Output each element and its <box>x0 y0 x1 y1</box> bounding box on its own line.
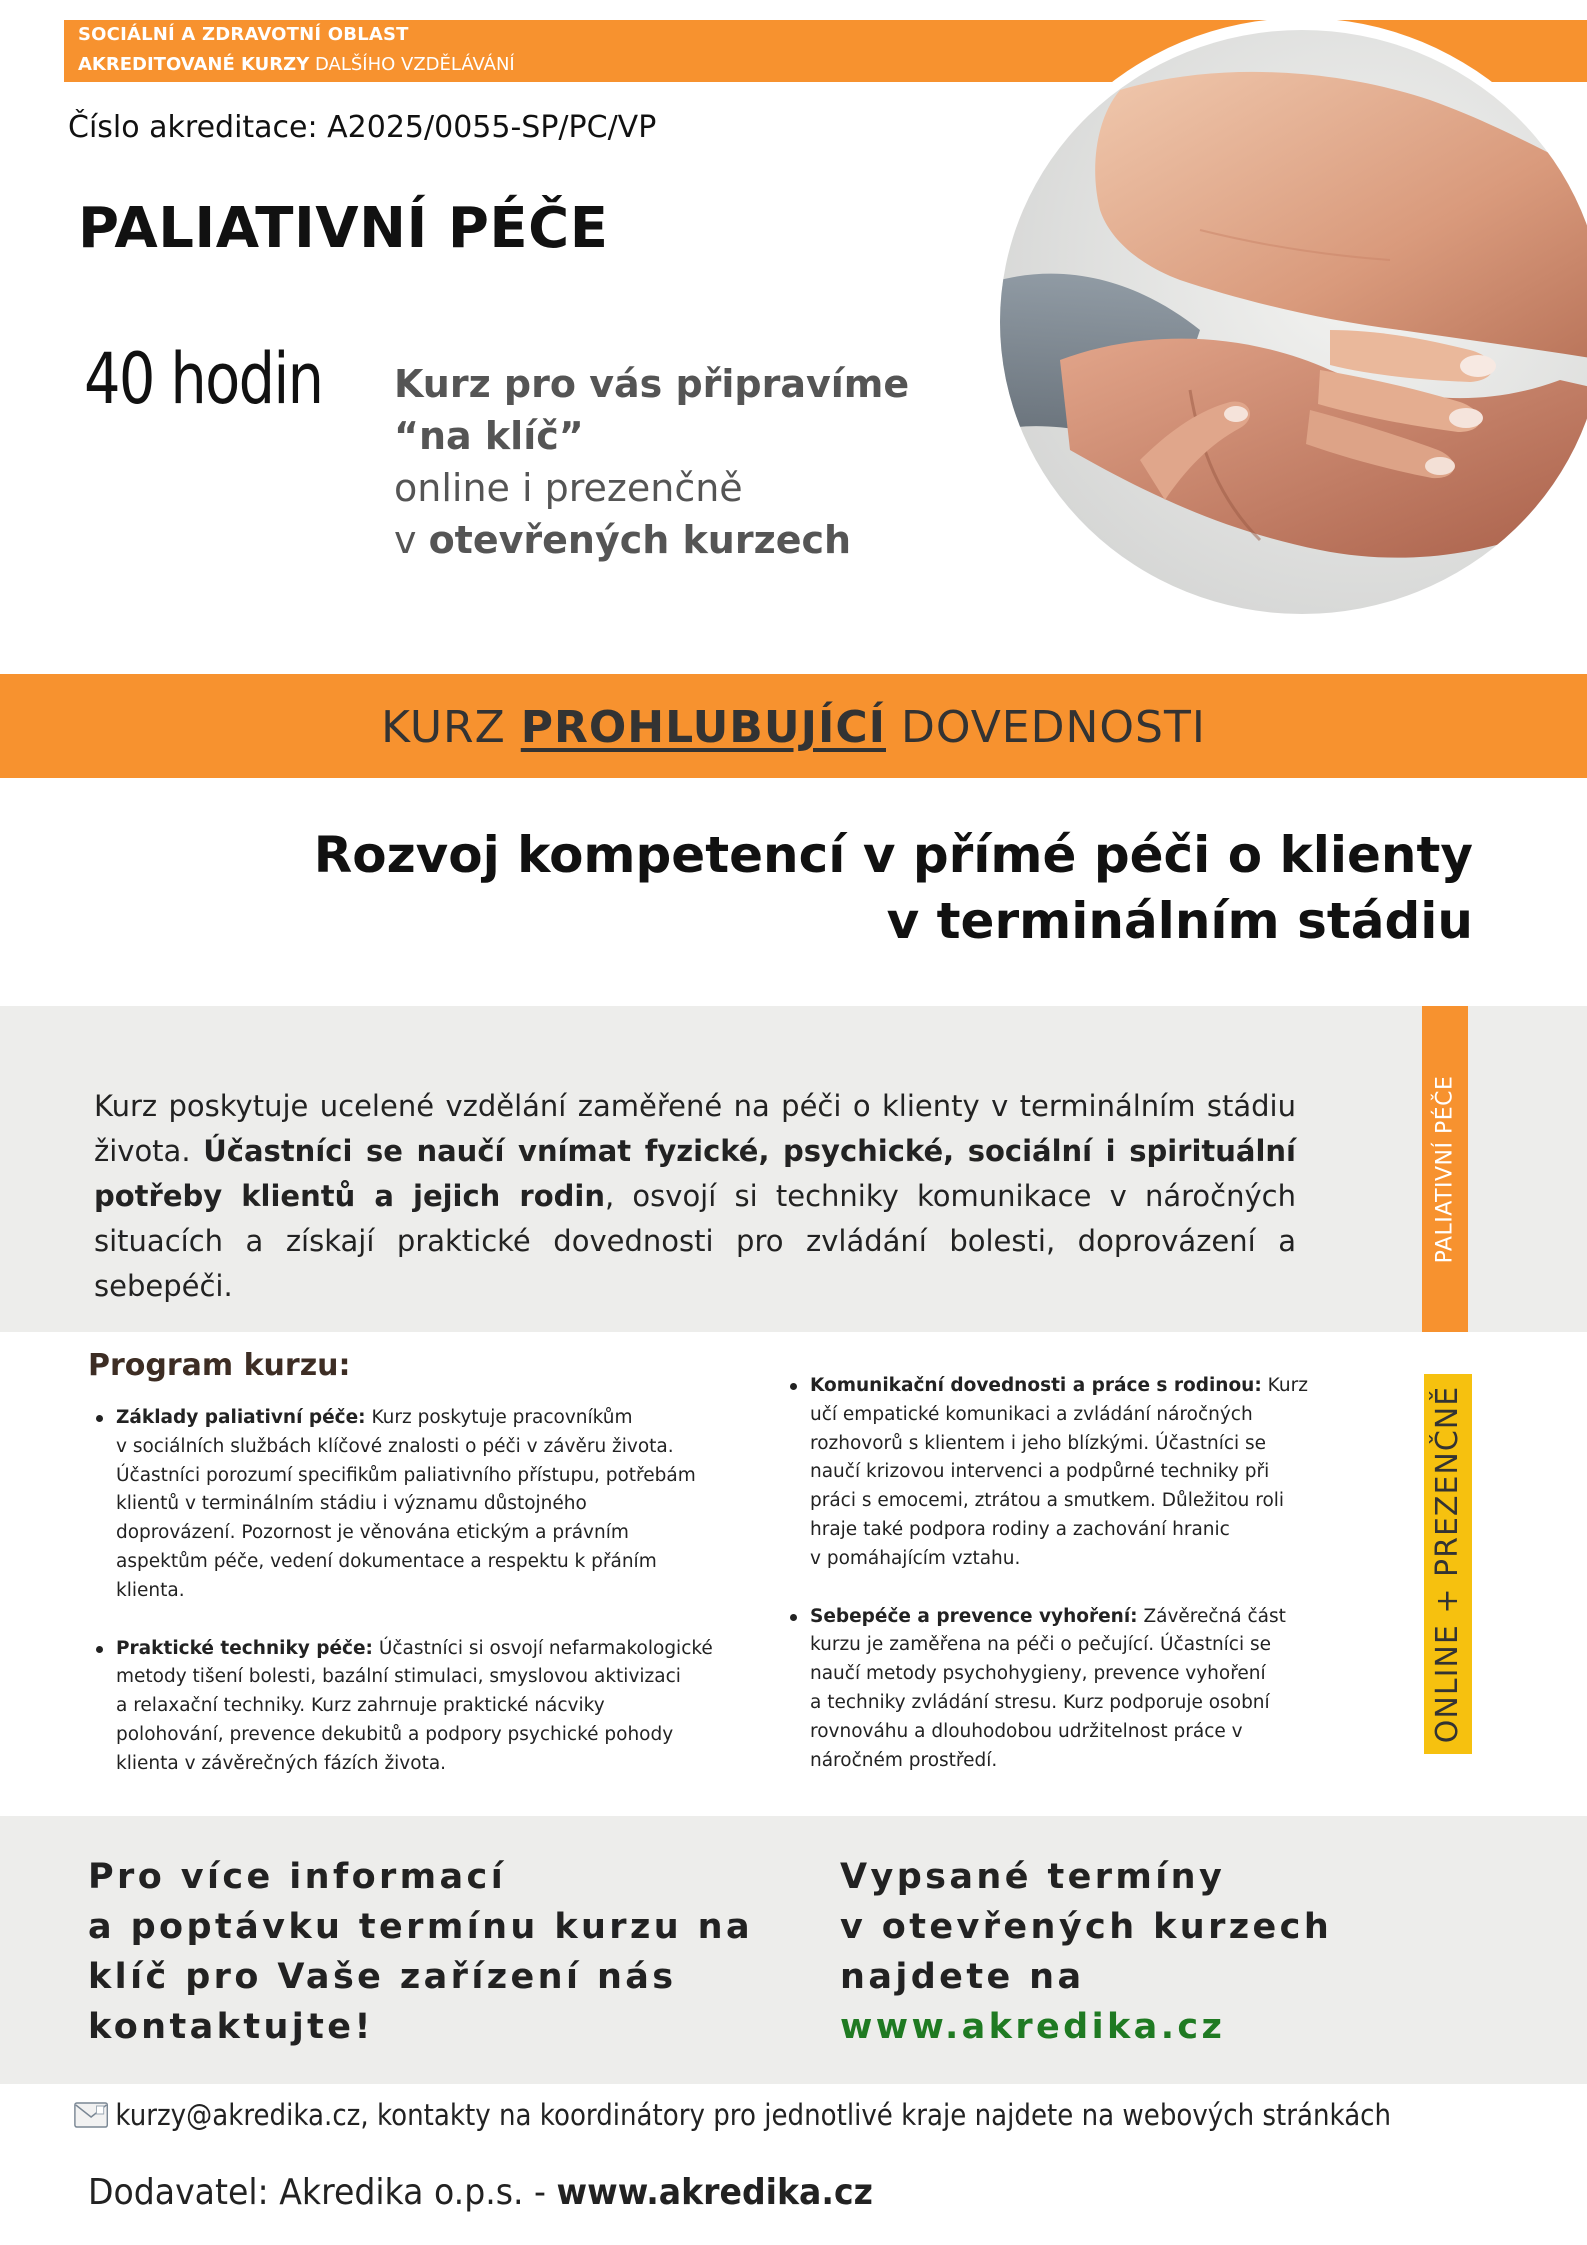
intro-part-1: Kurz poskytuje ucelené vzdělání zaměřené na péči o klienty v terminálním stádiu života. <box>94 1089 1296 1168</box>
program-item-line <box>810 1458 1286 1487</box>
program-item-line <box>116 1519 712 1548</box>
program-list-right <box>786 1372 1308 1775</box>
program-item-text: rovnováhu a dlouhodobou udržitelnost práce v <box>810 1720 1243 1742</box>
program-item-heading: Sebepéče a prevence vyhoření: <box>810 1605 1138 1627</box>
program-title: Program kurzu: <box>88 1348 351 1383</box>
program-item-text: naučí metody psychohygieny, prevence vyhoření <box>810 1663 1266 1685</box>
program-item-text: klienta. <box>116 1579 185 1601</box>
hands-photo <box>1000 30 1587 614</box>
program-item-line <box>810 1401 1286 1430</box>
program-item-line <box>116 1692 712 1721</box>
program-item-line <box>810 1430 1286 1459</box>
header-line-1: SOCIÁLNÍ A ZDRAVOTNÍ OBLAST <box>78 24 409 45</box>
program-item-text: Účastníci si osvojí nefarmakologické <box>372 1637 713 1659</box>
program-item-heading: Praktické techniky péče: <box>116 1637 373 1659</box>
turnkey-line-4 <box>394 514 954 566</box>
envelope-icon <box>74 2102 108 2128</box>
page-title: PALIATIVNÍ PÉČE <box>78 196 609 261</box>
header-line-2 <box>78 54 515 75</box>
program-item-text: a techniky zvládání stresu. Kurz podporuje osobní <box>810 1691 1270 1713</box>
program-item-text: v pomáhajícím vztahu. <box>810 1547 1021 1569</box>
program-item-text: kurzu je zaměřena na péči o pečující. Účastníci se <box>810 1634 1272 1656</box>
email-text[interactable]: kurzy@akredika.cz, kontakty na koordinátory pro jednotlivé kraje najdete na webových stránkách <box>115 2098 1392 2132</box>
program-item-text: učí empatické komunikaci a zvládání náročných <box>810 1403 1253 1425</box>
program-item-text: rozhovorů s klientem i jeho blízkými. Účastníci se <box>810 1432 1267 1454</box>
program-item-heading: Základy paliativní péče: <box>116 1407 366 1428</box>
course-type-post: DOVEDNOSTI <box>885 702 1206 753</box>
intro-part-2: , osvojí si techniky komunikace v náročných situacích a získají praktické dovednosti pro zvládání bolesti, doprovázení a sebepéči. <box>94 1179 1296 1303</box>
side-tab-palliative <box>1422 1006 1468 1332</box>
program-item-text: doprovázení. Pozornost je věnována etickým a právním <box>116 1522 629 1544</box>
turnkey-info <box>394 358 954 566</box>
program-item-text: Účastníci porozumí specifikům paliativního přístupu, potřebám <box>116 1464 696 1486</box>
hands-illustration <box>1000 30 1587 614</box>
program-item-text: Kurz poskytuje pracovníkům <box>365 1407 633 1428</box>
supplier-url[interactable]: www.akredika.cz <box>556 2172 873 2213</box>
intro-text <box>94 1084 1296 1309</box>
intro-bold: Účastníci se naučí vnímat fyzické, psychické, sociální i spirituální potřeby klientů a jejich rodin <box>94 1134 1296 1213</box>
program-item-line <box>116 1404 712 1433</box>
program-item-text: aspektům péče, vedení dokumentace a respektu k přáním <box>116 1550 657 1572</box>
program-item-line <box>116 1635 712 1664</box>
supplier-line <box>88 2172 873 2213</box>
subtitle-line-1: Rozvoj kompetencí v přímé péči o klienty <box>313 826 1473 884</box>
program-item-text: Závěrečná část <box>1137 1605 1286 1627</box>
side-tab-online <box>1424 1374 1472 1754</box>
program-item-text: v sociálních službách klíčové znalosti o péči v závěru života. <box>116 1435 674 1457</box>
program-item-text: naučí krizovou intervenci a podpůrné techniky při <box>810 1461 1270 1483</box>
program-item-line <box>116 1721 712 1750</box>
program-column-left <box>92 1404 712 1779</box>
program-item-text: práci s emocemi, ztrátou a smutkem. Důležitou roli <box>810 1490 1285 1512</box>
program-item-line <box>810 1660 1286 1689</box>
program-column-right <box>786 1372 1308 1775</box>
program-item-line <box>116 1750 712 1779</box>
contact-info <box>88 1852 753 2052</box>
turnkey-line-3: online i prezenčně <box>394 466 743 510</box>
program-item-line <box>810 1372 1308 1401</box>
program-item-line <box>810 1631 1286 1660</box>
contact-right-line: Vypsané termíny <box>840 1857 1226 1897</box>
turnkey-line-4-pre: v <box>394 518 429 562</box>
program-item <box>92 1635 712 1779</box>
program-list-left <box>92 1404 712 1779</box>
turnkey-line-1: Kurz pro vás připravíme <box>394 362 910 406</box>
open-courses-info <box>840 1852 1332 2052</box>
program-item-line <box>810 1545 1286 1574</box>
program-item-text: Kurz <box>1261 1375 1308 1396</box>
side-tab-palliative-label: PALIATIVNÍ PÉČE <box>1432 1075 1458 1263</box>
course-type-band <box>0 674 1587 778</box>
program-item-line <box>810 1516 1286 1545</box>
program-item-line <box>116 1433 712 1462</box>
program-item-line <box>810 1718 1286 1747</box>
program-item-line <box>116 1663 712 1692</box>
course-type-bold: PROHLUBUJÍCÍ <box>520 702 886 753</box>
program-item-line <box>810 1747 1286 1776</box>
contact-left-line: a poptávku termínu kurzu na <box>88 1907 753 1947</box>
accreditation-number: Číslo akreditace: A2025/0055-SP/PC/VP <box>68 110 657 145</box>
turnkey-line-4-bold: otevřených kurzech <box>428 518 852 562</box>
side-tab-online-label: ONLINE + PREZENČNĚ <box>1430 1385 1466 1743</box>
program-item-line <box>116 1490 712 1519</box>
header-line-2-bold: AKREDITOVANÉ KURZY <box>78 54 310 75</box>
program-item <box>786 1372 1308 1574</box>
program-item <box>786 1603 1286 1776</box>
program-item-text: a relaxační techniky. Kurz zahrnuje praktické nácviky <box>116 1695 605 1717</box>
contact-left-line: Pro více informací <box>88 1857 507 1897</box>
program-item-text: polohování, prevence dekubitů a podpory psychické pohody <box>116 1723 674 1745</box>
course-type-pre: KURZ <box>381 702 521 753</box>
turnkey-line-2: “na klíč” <box>394 414 584 458</box>
program-item-line <box>810 1487 1286 1516</box>
supplier-pre: Dodavatel: Akredika o.p.s. - <box>88 2172 557 2213</box>
course-type-text <box>0 702 1587 753</box>
subtitle-line-2: v terminálním stádiu <box>886 892 1473 950</box>
contact-right-line: najdete na <box>840 1957 1085 1997</box>
program-item-text: klientů v terminálním stádiu i významu důstojného <box>116 1493 587 1515</box>
program-item-heading: Komunikační dovednosti a práce s rodinou: <box>810 1375 1262 1396</box>
contact-left-line: kontaktujte! <box>88 2007 374 2047</box>
contact-left-line: klíč pro Vaše zařízení nás <box>88 1957 677 1997</box>
course-subtitle <box>314 822 1473 954</box>
program-item-text: náročném prostředí. <box>810 1749 998 1771</box>
program-item-text: hraje také podpora rodiny a zachování hranic <box>810 1518 1230 1540</box>
program-item-text: metody tišení bolesti, bazální stimulaci, smyslovou aktivizaci <box>116 1666 681 1688</box>
header-line-2-rest: DALŠÍHO VZDĚLÁVÁNÍ <box>309 54 515 75</box>
course-hours: 40 hodin <box>84 338 323 420</box>
program-item-line <box>810 1689 1286 1718</box>
program-item-line <box>810 1603 1286 1632</box>
program-item-text: klienta v závěrečných fázích života. <box>116 1752 447 1774</box>
website-link[interactable]: www.akredika.cz <box>840 2007 1226 2047</box>
program-item-line <box>116 1462 712 1491</box>
program-item-line <box>116 1577 712 1606</box>
email-line <box>74 2098 1391 2132</box>
contact-right-line: v otevřených kurzech <box>840 1907 1333 1947</box>
program-item <box>92 1404 712 1606</box>
program-item-line <box>116 1548 712 1577</box>
